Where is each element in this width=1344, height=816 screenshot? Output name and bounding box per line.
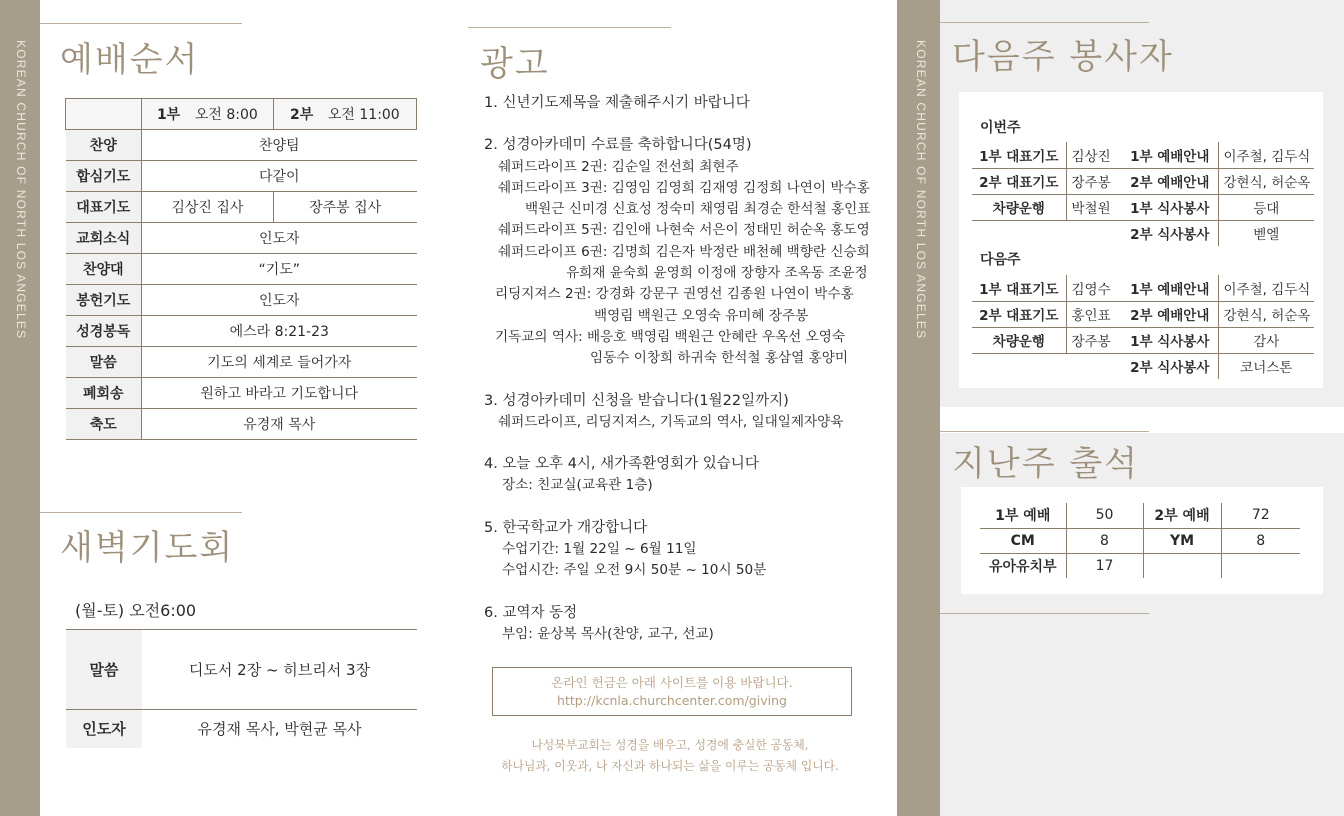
announcement-item: 5. 한국학교가 개강합니다 수업기간: 1월 22일 ~ 6월 11일 수업시간: 주일 오전 9시 50분 ~ 10시 50분 <box>484 519 767 579</box>
left-side-band <box>0 0 40 816</box>
worship-row-value-second: 장주봉 집사 <box>273 192 416 223</box>
worship-row-label: 봉헌기도 <box>66 285 142 316</box>
announcements-title: 광고 <box>480 44 550 84</box>
worship-row-value: 인도자 <box>142 223 417 254</box>
worship-row-label: 성경봉독 <box>66 316 142 347</box>
worship-row <box>66 285 417 316</box>
worship-row-label: 말씀 <box>66 347 142 378</box>
volunteer-row: 2부 식사봉사 벧엘 <box>972 220 1314 246</box>
volunteer-row: 2부 대표기도 장주봉 2부 예배안내 강현식, 허순옥 <box>972 168 1314 194</box>
worship-row-label: 찬양 <box>66 130 142 161</box>
worship-row <box>66 130 417 161</box>
worship-row-label: 축도 <box>66 409 142 440</box>
dawn-row-label: 말씀 <box>66 630 142 710</box>
volunteer-row: 차량운행 박철원 1부 식사봉사 등대 <box>972 194 1314 220</box>
heading-rule <box>40 23 242 24</box>
dawn-row <box>66 710 417 748</box>
worship-row-value: 유경재 목사 <box>142 409 417 440</box>
worship-row <box>66 192 417 223</box>
worship-row-label: 교회소식 <box>66 223 142 254</box>
worship-row-label: 찬양대 <box>66 254 142 285</box>
announcement-item: 4. 오늘 오후 4시, 새가족환영회가 있습니다 장소: 친교실(교육관 1층) <box>484 456 759 494</box>
announcement-item: 2. 성경아카데미 수료를 축하합니다(54명) 쉐퍼드라이프 2권: 김순일 전선희 최현주 쉐퍼드라이프 3권: 김영임 김영희 김재영 김정희 나연이 박수홍 백원근 신미경 신효성 정숙미 채영림 최경순 한석철 홍인표 쉐퍼드라이프 5권: 김인애 나현숙 서은이 정태민 허순옥 홍도영 쉐퍼드라이프 6권: 김명희 김은자 박정란 배천혜 백향란 신승희 유희재 윤숙희 윤영희 이정애 장향자 조옥동 조윤정 리딩지져스 2권: 강경화 강문구 권영선 김종원 나연이 박수홍 백영림 백원근 오영숙 유미혜 장주봉 기독교의 역사: 배응호 백영림 백원근 안혜란 우옥선 오영숙 임동수 이창희 하귀숙 한석철 홍삼열 홍양미 <box>484 137 871 367</box>
volunteers-title: 다음주 봉사자 <box>952 37 1174 77</box>
worship-row-label: 합심기도 <box>66 161 142 192</box>
dawn-row-value: 유경재 목사, 박현균 목사 <box>142 710 417 748</box>
worship-row-value: 다같이 <box>142 161 417 192</box>
worship-order-table <box>65 98 417 440</box>
attendance-table <box>980 503 1300 578</box>
worship-row-value: 에스라 8:21-23 <box>142 316 417 347</box>
attendance-title: 지난주 출석 <box>952 444 1140 484</box>
online-offering-text: 온라인 헌금은 아래 사이트를 이용 바랍니다. <box>551 675 793 690</box>
panel-separator <box>940 407 1344 433</box>
announcements-list <box>484 93 884 666</box>
worship-row <box>66 409 417 440</box>
volunteer-row: 2부 식사봉사 코너스톤 <box>972 353 1314 379</box>
worship-row-value: 기도의 세계로 들어가자 <box>142 347 417 378</box>
dawn-row <box>66 630 417 710</box>
bottom-rule <box>940 613 1149 614</box>
volunteer-row: 1부 대표기도 김영수 1부 예배안내 이주철, 김두식 <box>972 275 1314 301</box>
attendance-row: CM 8 YM 8 <box>980 528 1300 553</box>
worship-row-value-first: 김상진 집사 <box>142 192 274 223</box>
attendance-row: 1부 예배 50 2부 예배 72 <box>980 503 1300 528</box>
heading-rule <box>940 431 1149 432</box>
worship-row-label: 폐회송 <box>66 378 142 409</box>
announcement-item: 1. 신년기도제목을 제출해주시기 바랍니다 <box>484 95 750 111</box>
heading-rule <box>940 22 1149 23</box>
volunteer-row: 차량운행 장주봉 1부 식사봉사 감사 <box>972 327 1314 353</box>
worship-row <box>66 378 417 409</box>
worship-row <box>66 254 417 285</box>
attendance-row: 유아유치부 17 <box>980 553 1300 578</box>
church-motto: 나성북부교회는 성경을 배우고, 성경에 충실한 공동체, 하나님과, 이웃과, 나 자신과 하나되는 삶을 이루는 공동체 입니다. <box>501 738 839 773</box>
online-offering-box <box>492 667 852 716</box>
announcement-item: 6. 교역자 동정 부임: 윤상복 목사(찬양, 교구, 선교) <box>484 604 714 642</box>
worship-row-value: 찬양팀 <box>142 130 417 161</box>
worship-row-value: 인도자 <box>142 285 417 316</box>
worship-row <box>66 347 417 378</box>
worship-row <box>66 161 417 192</box>
next-week-table <box>972 275 1314 379</box>
worship-row-value: 원하고 바라고 기도합니다 <box>142 378 417 409</box>
worship-row-label: 대표기도 <box>66 192 142 223</box>
first-service-header: 1부 오전 8:00 <box>142 99 274 130</box>
heading-rule <box>40 512 242 513</box>
header-empty-cell <box>66 99 142 130</box>
dawn-row-value: 디도서 2장 ~ 히브리서 3장 <box>142 630 417 710</box>
church-name-vertical-right: KOREAN CHURCH OF NORTH LOS ANGELES <box>914 40 928 340</box>
this-week-table <box>972 142 1314 246</box>
announcement-item: 3. 성경아카데미 신청을 받습니다(1월22일까지) 쉐퍼드라이프, 리딩지져스, 기독교의 역사, 일대일제자양육 <box>484 392 844 430</box>
worship-row-value: “기도” <box>142 254 417 285</box>
online-offering-link[interactable]: http://kcnla.churchcenter.com/giving <box>557 693 787 708</box>
worship-row <box>66 223 417 254</box>
dawn-prayer-title: 새벽기도회 <box>60 528 235 568</box>
heading-rule <box>468 27 671 28</box>
worship-order-title: 예배순서 <box>60 40 200 80</box>
second-service-header: 2부 오전 11:00 <box>273 99 416 130</box>
church-name-vertical: KOREAN CHURCH OF NORTH LOS ANGELES <box>14 40 28 340</box>
worship-row <box>66 316 417 347</box>
volunteer-row: 2부 대표기도 홍인표 2부 예배안내 강현식, 허순옥 <box>972 301 1314 327</box>
worship-header-row <box>66 99 417 130</box>
right-side-band <box>897 0 940 816</box>
volunteer-row: 1부 대표기도 김상진 1부 예배안내 이주철, 김두식 <box>972 142 1314 168</box>
this-week-label: 이번주 <box>980 120 1021 136</box>
dawn-prayer-time: (월-토) 오전6:00 <box>75 601 197 620</box>
dawn-prayer-table <box>66 629 417 748</box>
next-week-label: 다음주 <box>980 252 1021 268</box>
dawn-row-label: 인도자 <box>66 710 142 748</box>
